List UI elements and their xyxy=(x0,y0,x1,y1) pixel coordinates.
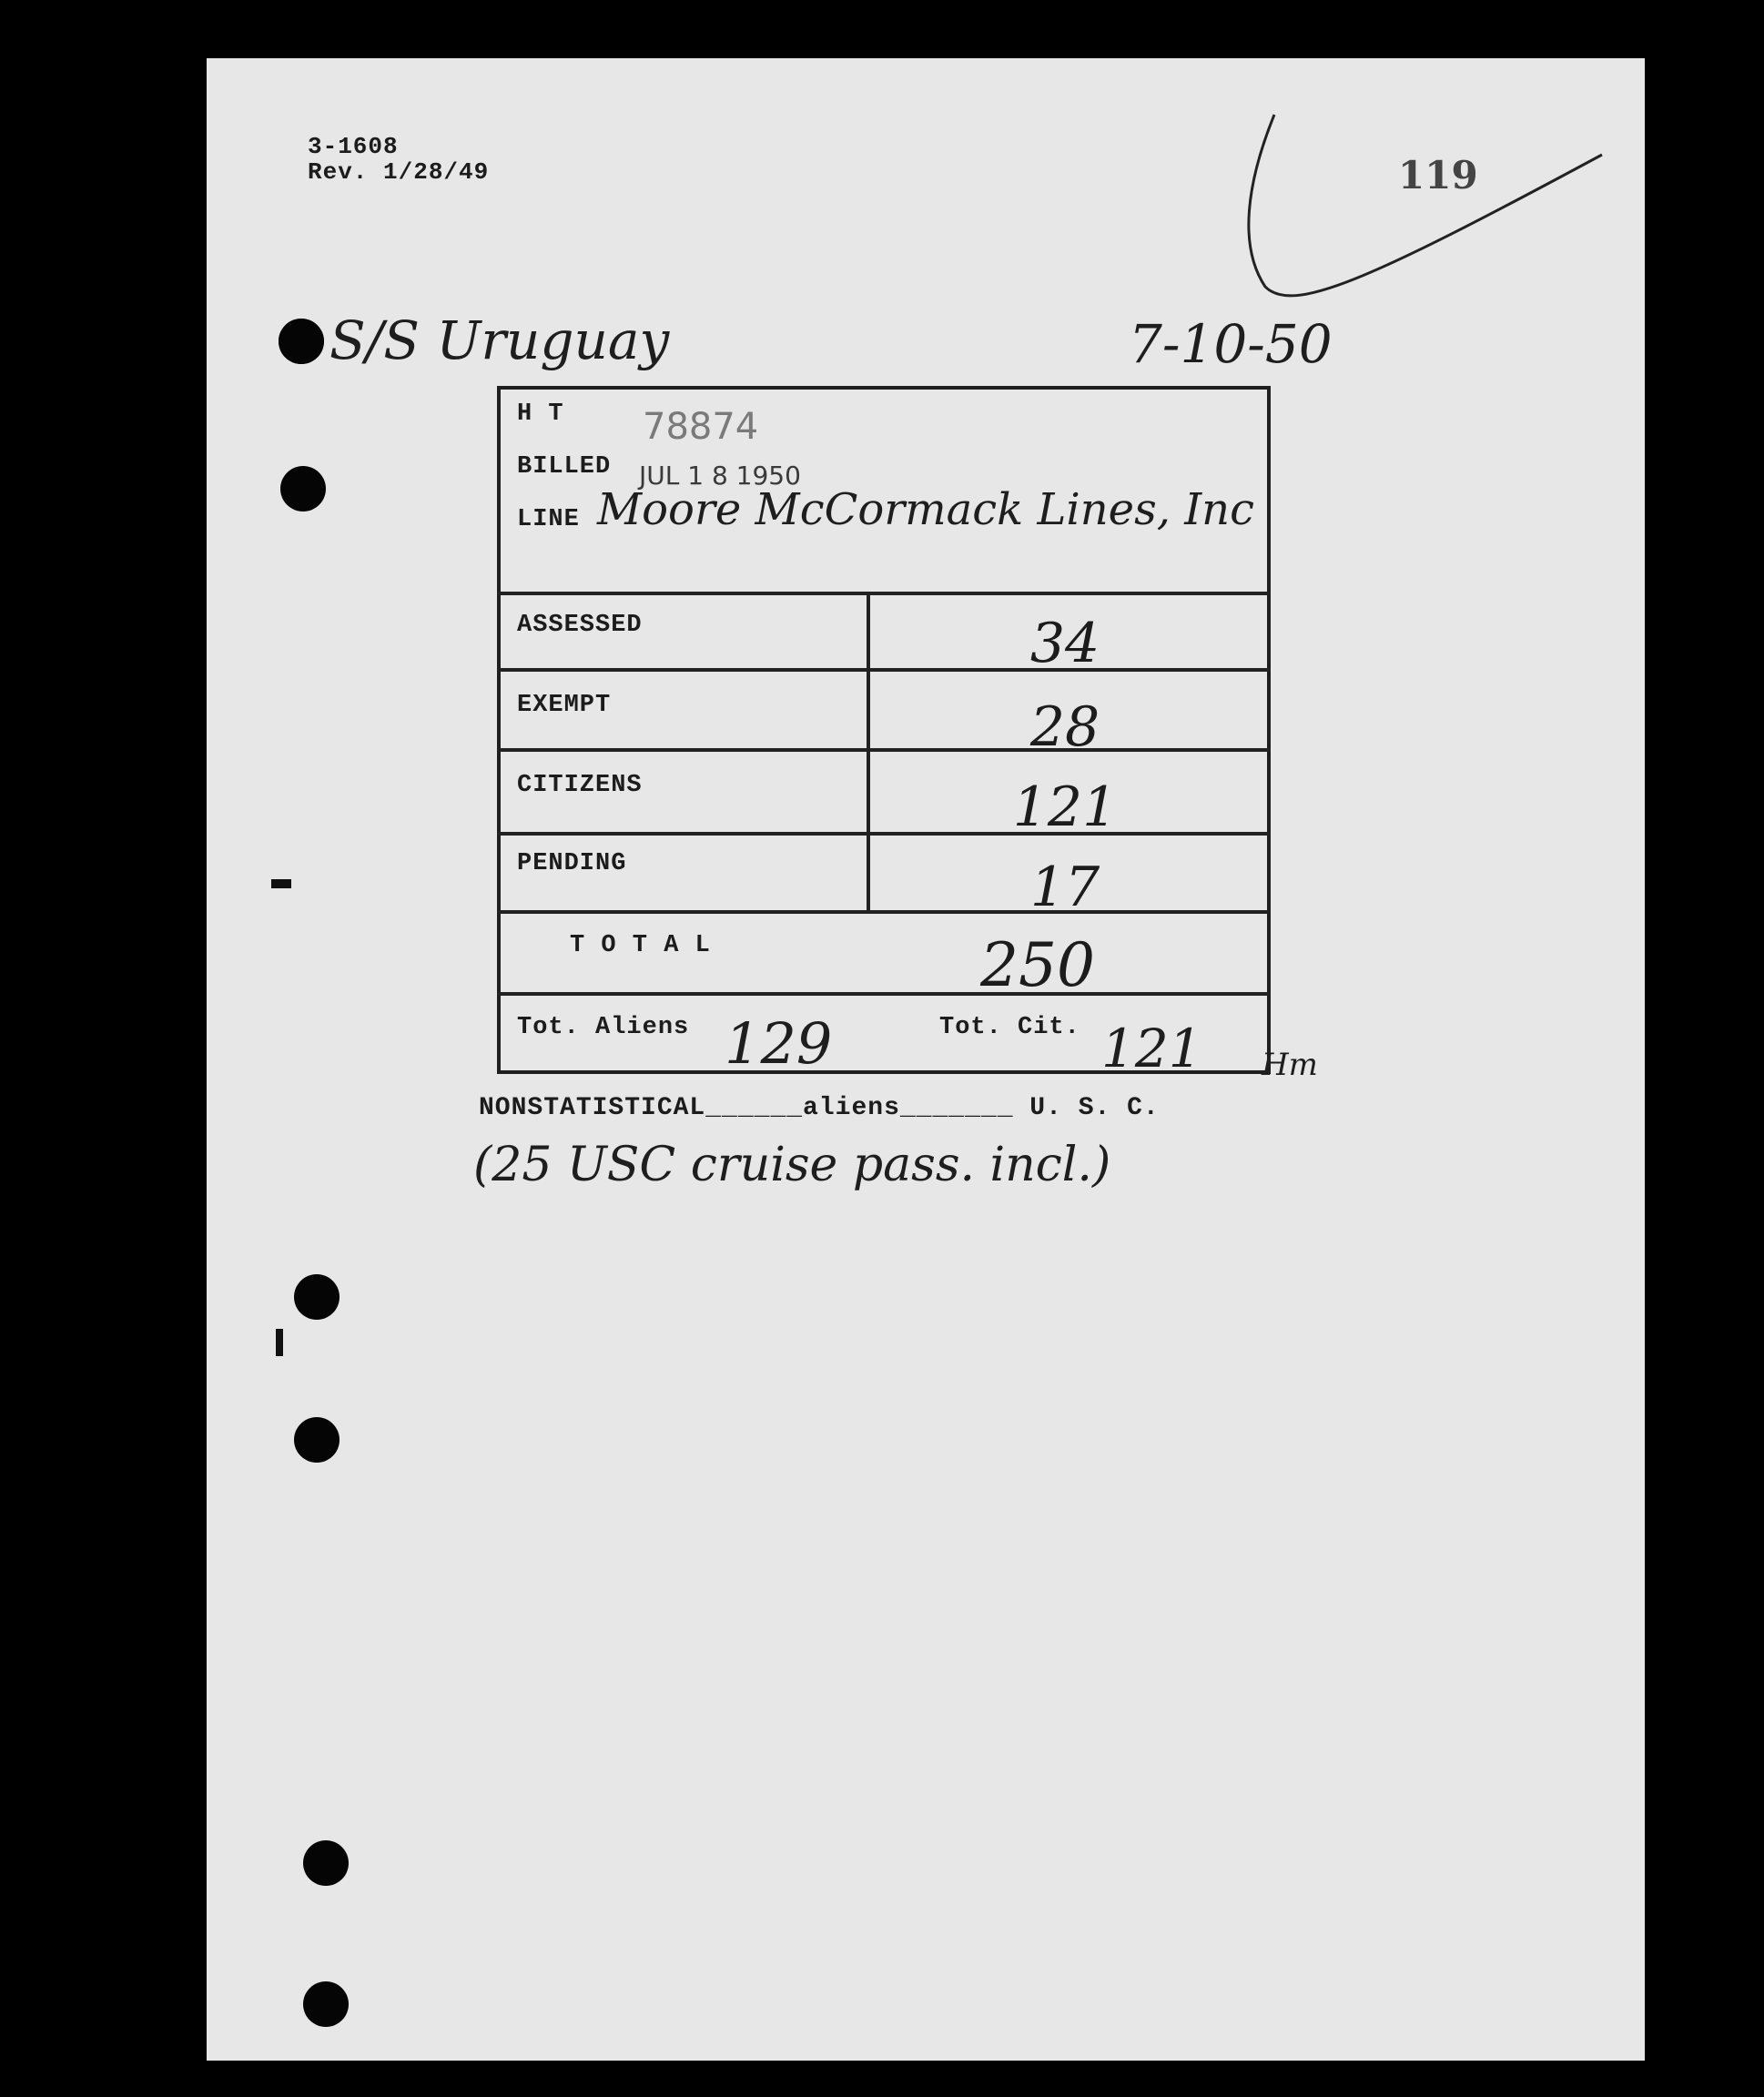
handwritten-note: (25 USC cruise pass. incl.) xyxy=(473,1138,1111,1192)
margin-mark xyxy=(271,879,291,888)
punch-hole xyxy=(303,1840,349,1886)
ship-name: S/S Uruguay xyxy=(329,309,670,371)
initials: Hm xyxy=(1262,1047,1318,1083)
total-citizens-label: Tot. Cit. xyxy=(939,1014,1080,1041)
total-value: 250 xyxy=(980,930,1095,1000)
line-label: LINE xyxy=(517,506,580,533)
bullet-dot xyxy=(279,319,324,364)
line-value: Moore McCormack Lines, Inc xyxy=(597,484,1254,535)
billed-date: JUL 1 8 1950 xyxy=(639,461,801,491)
total-citizens-value: 121 xyxy=(1101,1018,1202,1079)
ht-number: 78874 xyxy=(643,406,759,448)
assessed-label: ASSESSED xyxy=(517,612,643,639)
punch-hole xyxy=(294,1417,340,1463)
page-number: 119 xyxy=(1398,153,1478,198)
punch-hole xyxy=(303,1981,349,2027)
punch-hole xyxy=(294,1274,340,1320)
citizens-label: CITIZENS xyxy=(517,772,643,799)
pending-value: 17 xyxy=(1029,856,1100,919)
exempt-label: EXEMPT xyxy=(517,692,612,719)
exempt-value: 28 xyxy=(1029,695,1100,759)
total-aliens-label: Tot. Aliens xyxy=(517,1014,690,1041)
ht-label: H T xyxy=(517,400,564,428)
nonstatistical-line: NONSTATISTICAL______aliens_______ U. S. C. xyxy=(479,1094,1160,1122)
check-mark-icon xyxy=(1238,109,1611,309)
punch-hole xyxy=(280,466,326,512)
total-aliens-value: 129 xyxy=(725,1010,833,1077)
voyage-date: 7-10-50 xyxy=(1129,313,1333,375)
divider xyxy=(497,592,1271,595)
total-label: T O T A L xyxy=(570,932,711,959)
form-number: 3-1608 xyxy=(308,133,399,160)
assessed-value: 34 xyxy=(1029,612,1100,675)
billed-label: BILLED xyxy=(517,453,612,481)
column-divider xyxy=(867,592,870,912)
form-revision: Rev. 1/28/49 xyxy=(308,158,490,186)
pending-label: PENDING xyxy=(517,850,627,877)
citizens-value: 121 xyxy=(1012,775,1118,839)
margin-mark xyxy=(276,1329,283,1356)
